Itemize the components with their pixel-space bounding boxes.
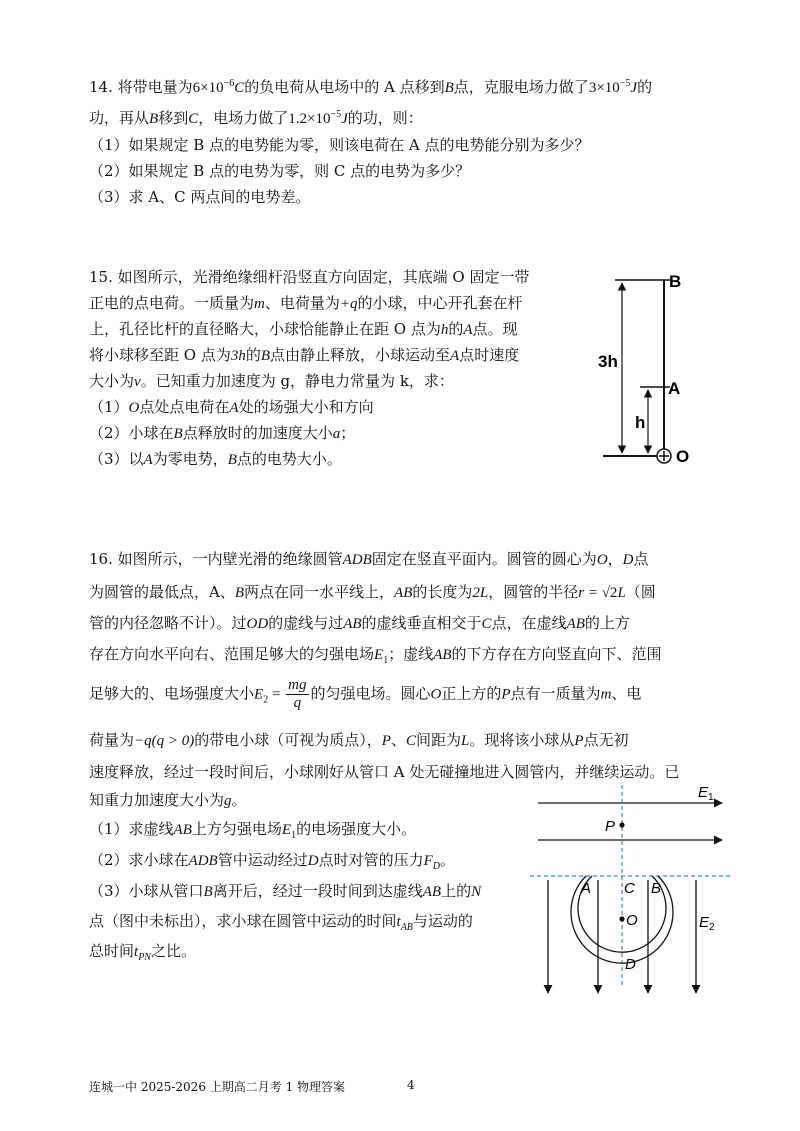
label-3h: 3h	[598, 352, 618, 371]
label-D: D	[625, 956, 636, 973]
label-E1-sub: 1	[708, 792, 714, 803]
q16-line3: 管的内径忽略不计）。过OD的虚线与过AB的虚线垂直相交于C点，在虚线AB的上方	[89, 614, 630, 632]
q14-sub2: （2）如果规定 B 点的电势为零，则 C 点的电势为多少？	[89, 162, 471, 180]
label-B: B	[669, 272, 682, 291]
q16-sub3-end: 总时间$t_{PN}$之比。	[89, 942, 196, 963]
label-E1: E	[698, 785, 709, 801]
q16-sub1: （1）求虚线AB上方匀强电场$E_1$的电场强度大小。	[89, 820, 417, 841]
q14-sub3: （3）求 A、C 两点间的电势差。	[89, 188, 311, 206]
q14-line1: 14. 将带电量为$6\times 10^{-6}C$的负电荷从电场中的 A 点移到B点，克服电场力做了$3\times 10^{-5}J$的	[89, 78, 653, 96]
q15-line4: 将小球移至距 O 点为3h的B点由静止释放，小球运动至A点时速度	[89, 346, 520, 364]
q16-sub3: （3）小球从管口B离开后，经过一段时间到达虚线AB上的N	[89, 882, 482, 900]
q15-line2: 正电的点电荷。一质量为m、电荷量为+q的小球，中心开孔套在杆	[89, 294, 523, 312]
q16-line5: 足够大的、电场强度大小$E_2$ = $\frac{mg}{q}$ 的匀强电场。圆心O正上方的P点有一质量为m、电	[89, 677, 642, 711]
q16-tube-figure	[530, 785, 730, 1000]
label-O: O	[626, 912, 638, 929]
label-B: B	[651, 880, 662, 897]
q15-line1: 15. 如图所示，光滑绝缘细杆沿竖直方向固定，其底端 O 固定一带	[89, 268, 530, 286]
label-E2: E	[699, 914, 710, 931]
footer-page-number: 4	[407, 1078, 415, 1092]
svg-text:E2	[699, 914, 715, 933]
q15-rod-figure	[598, 265, 718, 480]
q16-sub3-cont: 点（图中未标出），求小球在圆管中运动的时间$t_{AB}$与运动的	[89, 912, 473, 933]
label-O: O	[676, 447, 690, 466]
q16-line2: 为圆管的最低点，A、B两点在同一水平线上，AB的长度为2L，圆管的半径r = √2L（圆	[89, 583, 656, 601]
q15-line5: 大小为v。已知重力加速度为 g，静电力常量为 k，求：	[89, 372, 454, 390]
label-A: A	[581, 880, 592, 897]
q16-line4: 存在方向水平向右、范围足够大的匀强电场$E_1$；虚线AB的下方存在方向竖直向下、范围	[89, 645, 662, 666]
footer-school: 连城一中 2025-2026 上期高二月考 1 物理答案	[89, 1080, 346, 1094]
q16-line6: 荷量为−q(q > 0)的带电小球（可视为质点），P、C间距为L。现将该小球从P点无初	[89, 731, 629, 749]
q15-sub2: （2）小球在B点释放时的加速度大小a；	[89, 424, 356, 442]
label-h: h	[635, 413, 646, 432]
q16-line7: 速度释放，经过一段时间后，小球刚好从管口 A 处无碰撞地进入圆管内，并继续运动。已	[89, 763, 680, 781]
label-E2-sub: 2	[709, 922, 715, 933]
label-C: C	[624, 880, 635, 897]
q15-sub3: （3）以A为零电势，B点的电势大小。	[89, 450, 342, 468]
q16-line1: 16. 如图所示，一内壁光滑的绝缘圆管ADB固定在竖直平面内。圆管的圆心为O，D点	[89, 550, 649, 568]
q14-sub1: （1）如果规定 B 点的电势能为零，则该电荷在 A 点的电势能分别为多少？	[89, 136, 590, 154]
q15-sub1: （1）O点处点电荷在A处的场强大小和方向	[89, 398, 374, 416]
point-P	[619, 822, 624, 827]
svg-text:E1	[698, 785, 714, 803]
label-A: A	[668, 379, 681, 398]
field-fraction: $\frac{mg}{q}$	[288, 677, 307, 711]
q15-line3: 上，孔径比杆的直径略大，小球恰能静止在距 O 点为h的A点。现	[89, 320, 518, 338]
q16-sub2: （2）求小球在ADB管中运动经过D点时对管的压力$F_D$。	[89, 851, 456, 872]
q14-line2: 功，再从B移到C，电场力做了$1.2\times 10^{-5}J$的功，则：	[89, 109, 423, 127]
q16-line8: 知重力加速度大小为g。	[89, 791, 247, 809]
point-O	[619, 916, 624, 921]
label-P: P	[605, 818, 616, 835]
